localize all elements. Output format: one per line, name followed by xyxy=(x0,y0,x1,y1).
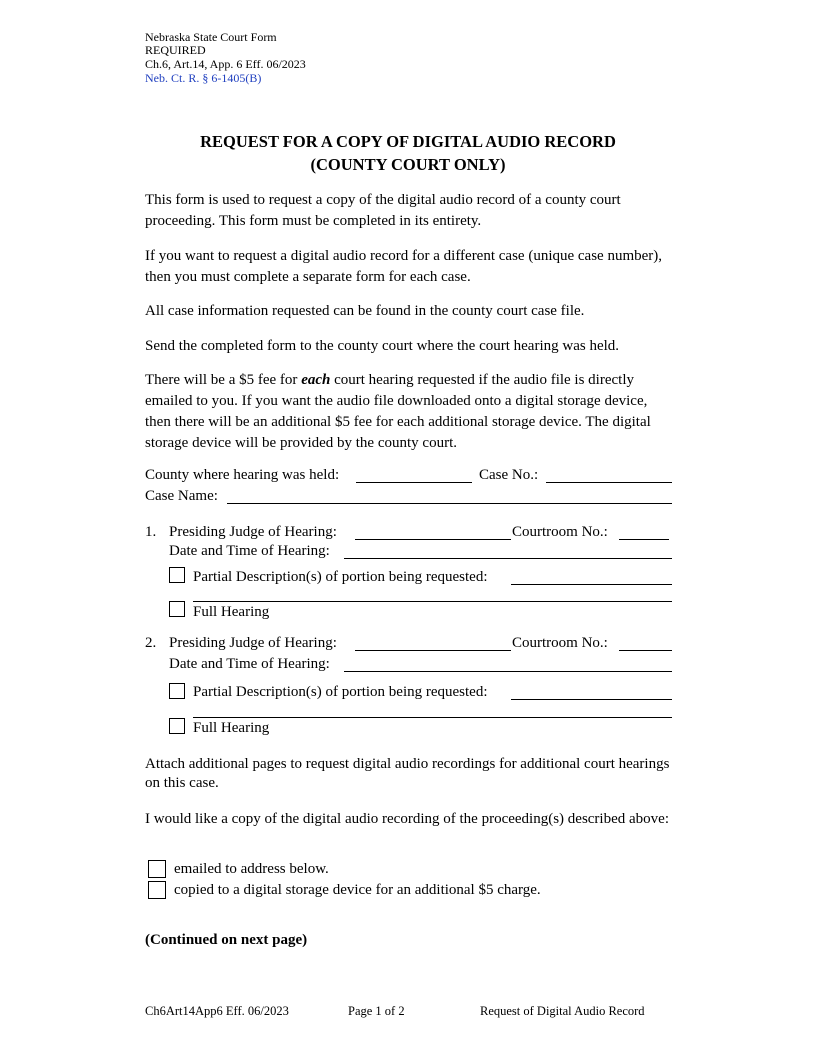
case-name-field[interactable] xyxy=(227,503,672,504)
form-header-chapter: Ch.6, Art.14, App. 6 Eff. 06/2023 xyxy=(145,57,306,71)
case-name-label: Case Name: xyxy=(145,488,218,504)
storage-device-label: copied to a digital storage device for an additional $5 charge. xyxy=(174,882,541,898)
hearing-2-full-label: Full Hearing xyxy=(193,720,270,736)
hearing-1-courtroom-label: Courtroom No.: xyxy=(512,524,608,540)
hearing-1-judge-field[interactable] xyxy=(355,539,511,540)
intro-paragraph-case-file: All case information requested can be found in the county court case file. xyxy=(145,303,585,319)
hearing-2-full-checkbox[interactable] xyxy=(169,718,185,734)
hearing-1-partial-checkbox[interactable] xyxy=(169,567,185,583)
continued-note: (Continued on next page) xyxy=(145,932,308,948)
fee-text-rest: court hearing requested if the audio file is directly emailed to you. If you want the audio file downloaded onto a digital storage device, then there will be an additional $5 fee for each additional storage device. The digital storage device will be provided by the county court. xyxy=(145,372,651,451)
hearing-2-courtroom-label: Courtroom No.: xyxy=(512,635,608,651)
intro-paragraph-purpose: This form is used to request a copy of the digital audio record of a county court proceeding. This form must be completed in its entirety. xyxy=(145,192,621,229)
form-header-source: Nebraska State Court Form xyxy=(145,30,277,44)
hearing-2-judge-label: Presiding Judge of Hearing: xyxy=(169,635,337,651)
county-field[interactable] xyxy=(356,482,472,483)
email-delivery-checkbox[interactable] xyxy=(148,860,166,878)
hearing-2-datetime-field[interactable] xyxy=(344,671,672,672)
hearing-2-number: 2. xyxy=(145,635,157,651)
hearing-2-partial-field[interactable] xyxy=(511,699,672,700)
hearing-2-datetime-label: Date and Time of Hearing: xyxy=(169,656,330,672)
form-subtitle: (COUNTY COURT ONLY) xyxy=(310,155,506,174)
hearing-1-full-label: Full Hearing xyxy=(193,604,270,620)
hearing-2-partial-label: Partial Description(s) of portion being requested: xyxy=(193,684,488,700)
court-rule-link[interactable]: Neb. Ct. R. § 6-1405(B) xyxy=(145,71,262,85)
delivery-intro: I would like a copy of the digital audio recording of the proceeding(s) described above: xyxy=(145,811,669,827)
hearing-2-courtroom-field[interactable] xyxy=(619,650,672,651)
footer-form-code: Ch6Art14App6 Eff. 06/2023 xyxy=(145,1004,289,1018)
hearing-1-courtroom-field[interactable] xyxy=(619,539,669,540)
footer-document-title: Request of Digital Audio Record xyxy=(480,1004,645,1018)
intro-paragraph-fees xyxy=(145,370,675,454)
intro-paragraph-separate-form: If you want to request a digital audio record for a different case (unique case number), then you must complete a separate form for each case. xyxy=(145,248,663,285)
hearing-1-judge-label: Presiding Judge of Hearing: xyxy=(169,524,337,540)
case-number-label: Case No.: xyxy=(479,467,539,483)
form-header-required: REQUIRED xyxy=(145,43,206,57)
storage-device-checkbox[interactable] xyxy=(148,881,166,899)
attach-pages-note: Attach additional pages to request digital audio recordings for additional court hearings on this case. xyxy=(145,756,670,791)
hearing-1-datetime-label: Date and Time of Hearing: xyxy=(169,543,330,559)
footer-page-number: Page 1 of 2 xyxy=(348,1004,405,1018)
hearing-1-datetime-field[interactable] xyxy=(344,558,672,559)
county-label: County where hearing was held: xyxy=(145,467,340,483)
intro-paragraph-send: Send the completed form to the county court where the court hearing was held. xyxy=(145,338,620,354)
fee-text-emphasis: each xyxy=(301,372,331,388)
fee-text-start: There will be a $5 fee for xyxy=(145,372,302,388)
email-delivery-label: emailed to address below. xyxy=(174,861,329,877)
hearing-2-partial-checkbox[interactable] xyxy=(169,683,185,699)
case-number-field[interactable] xyxy=(546,482,672,483)
hearing-1-number: 1. xyxy=(145,524,157,540)
hearing-1-partial-field[interactable] xyxy=(511,584,672,585)
form-title: REQUEST FOR A COPY OF DIGITAL AUDIO RECORD xyxy=(200,132,616,151)
hearing-2-judge-field[interactable] xyxy=(355,650,511,651)
hearing-1-partial-label: Partial Description(s) of portion being requested: xyxy=(193,569,488,585)
hearing-1-full-checkbox[interactable] xyxy=(169,601,185,617)
